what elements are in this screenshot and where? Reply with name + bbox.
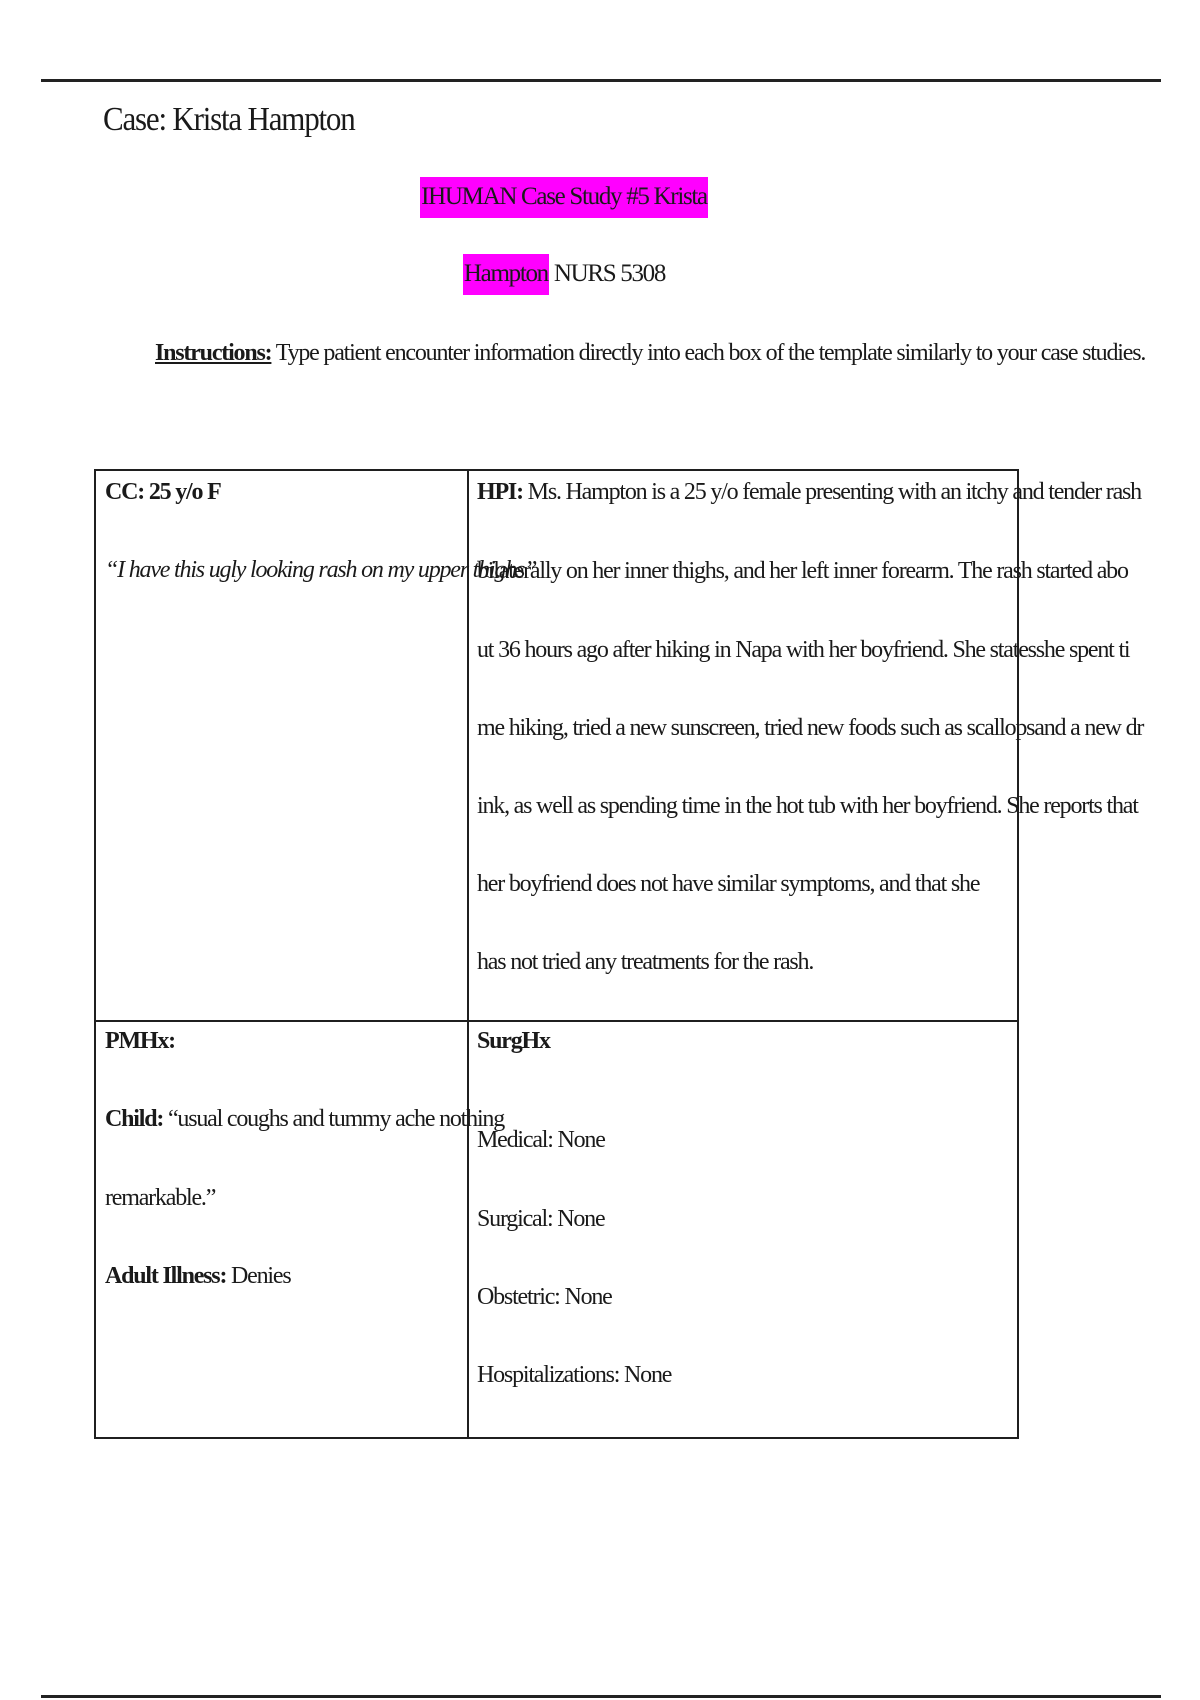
hpi-text-1: Ms. Hampton is a 25 y/o female presenting with an itchy and tender rash [522,479,1141,505]
hpi-line-7: has not tried any treatments for the rash. [477,949,814,975]
top-rule [41,79,1161,82]
surghx-hospitalizations: Hospitalizations: None [477,1362,672,1388]
cc-quote: “I have this ugly looking rash on my upper thighs” [105,557,537,583]
pmhx-child-line [105,1106,504,1133]
hpi-line-2: bilaterally on her inner thighs, and her left inner forearm. The rash started abo [477,558,1128,584]
pmhx-adult-text: Denies [226,1263,291,1289]
bottom-rule [41,1695,1161,1698]
pmhx-child-text: “usual coughs and tummy ache nothing [163,1106,505,1132]
heading-highlight-2: Hampton [463,254,549,295]
hpi-line-4: me hiking, tried a new sunscreen, tried new foods such as scallopsand a new dr [477,715,1144,741]
hpi-label: HPI: [477,479,523,505]
pmhx-child-text-2: remarkable.” [105,1185,216,1211]
table-column-divider [467,471,469,1437]
hpi-line-3: ut 36 hours ago after hiking in Napa with her boyfriend. She statesshe spent ti [477,637,1130,663]
table-row-divider [96,1020,1017,1022]
pmhx-adult-line [105,1263,291,1290]
surghx-label: SurgHx [477,1028,550,1054]
instructions-label: Instructions: [155,340,272,366]
hpi-line-5: ink, as well as spending time in the hot tub with her boyfriend. She reports that [477,793,1138,819]
case-title: Case: Krista Hampton [103,100,355,138]
document-heading-line1 [0,183,1164,211]
encounter-table [94,469,1144,1439]
hpi-line-1 [477,479,1141,506]
heading-highlight-1: IHUMAN Case Study #5 Krista [420,177,708,218]
surghx-surgical: Surgical: None [477,1206,605,1232]
pmhx-child-label: Child: [105,1106,164,1132]
pmhx-adult-label: Adult Illness: [105,1263,227,1289]
hpi-line-6: her boyfriend does not have similar symptoms, and that she [477,871,980,897]
cc-label: CC: 25 y/o F [105,479,221,505]
instructions-text: Type patient encounter information directly into each box of the template similarly to your case studies. [271,340,1146,366]
surghx-medical: Medical: None [477,1127,605,1153]
heading-course-code: NURS 5308 [548,260,666,287]
surghx-obstetric: Obstetric: None [477,1284,612,1310]
document-heading-line2 [0,260,1164,288]
pmhx-label: PMHx: [105,1028,175,1054]
instructions [155,340,1145,367]
